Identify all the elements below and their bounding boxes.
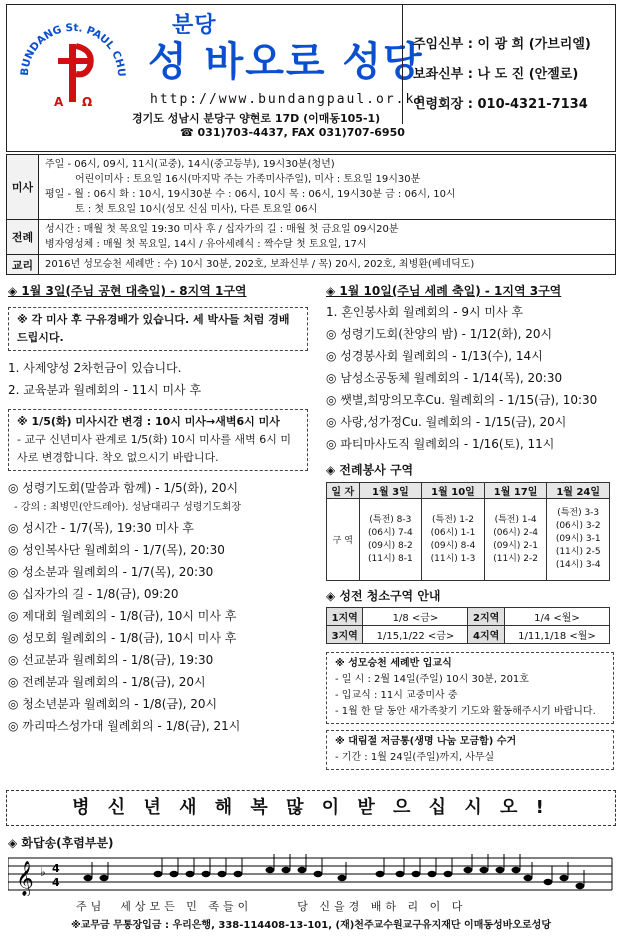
music-note — [496, 867, 505, 873]
list-item: ◎ 성소분과 월례회의 - 1/7(목), 20:30 — [8, 565, 214, 579]
baptism-line: - 1월 한 달 동안 새가족찾기 기도와 활동해주시기 바랍니다. — [335, 706, 596, 717]
list-item: ◎ 성모회 월례회의 - 1/8(금), 10시 미사 후 — [8, 631, 237, 645]
music-note — [314, 871, 323, 877]
mass-label: 미사 — [7, 155, 39, 219]
clean-table — [326, 607, 610, 644]
clean-date: 1/4 <월> — [504, 608, 609, 626]
edu-row — [7, 255, 615, 274]
list-item: ◎ 성경봉사회 월례회의 - 1/13(수), 14시 — [326, 349, 543, 363]
music-note — [170, 871, 179, 877]
mass-change-title: ※ 1/5(화) 미사시간 변경 : 10시 미사→새벽6시 미사 — [17, 415, 280, 428]
mass-line: 평일 - 월 : 06시 화 : 10시, 19시30분 수 : 06시, 10시 목 : 06시, 19시30분 금 : 06시, 10시 — [45, 189, 456, 200]
list-item: ◎ 십자가의 길 - 1/8(금), 09:20 — [8, 587, 179, 601]
liturgy-line: 병자영성체 : 매월 첫 목요일, 14시 / 유아세례식 : 짝수달 첫 토요일, 17시 — [45, 239, 367, 250]
edu-label: 교리 — [7, 255, 39, 274]
list-item: 1. 사제양성 2차헌금이 있습니다. — [8, 361, 182, 375]
svg-text:4: 4 — [52, 876, 60, 889]
service-cell: (특전) 1-4 (06시) 2-4 (09시) 2-1 (11시) 2-2 — [484, 499, 547, 581]
baptism-notice — [326, 652, 614, 724]
music-note — [154, 871, 163, 877]
music-note — [218, 871, 227, 877]
logo-alpha: A — [54, 95, 64, 109]
svg-text:4: 4 — [52, 862, 60, 875]
clean-region: 3지역 — [327, 626, 363, 644]
music-note — [282, 867, 291, 873]
logo-text: BUNDANG St. PAUL CHU — [18, 21, 128, 78]
service-header: 1월 3일 — [359, 483, 422, 499]
schedule-table — [6, 154, 616, 275]
service-header: 1월 24일 — [547, 483, 610, 499]
list-item: ◎ 성시간 - 1/7(목), 19:30 미사 후 — [8, 521, 194, 535]
music-note — [480, 867, 489, 873]
hymn-notes — [84, 854, 585, 889]
assistant-priest: 보좌신부 : 나 도 진 (안젤로) — [413, 67, 579, 82]
logo-omega: Ω — [82, 95, 93, 109]
service-title: ◈ 전례봉사 구역 — [326, 463, 414, 477]
footer-account: ※교무금 무통장입금 : 우리은행, 338-114408-13-101, (재)천주교수원교구유지재단 이매동성바오로성당 — [71, 920, 551, 931]
music-note — [202, 871, 211, 877]
service-header: 1월 10일 — [422, 483, 485, 499]
music-note — [464, 867, 473, 873]
website-url[interactable]: http://www.bundangpaul.or.kr — [150, 92, 426, 107]
music-note — [560, 875, 569, 881]
right-section-title: ◈ 1월 10일(주님 세례 축일) - 1지역 3구역 — [326, 284, 562, 298]
service-header: 1월 17일 — [484, 483, 547, 499]
left-section-title: ◈ 1월 3일(주님 공현 대축일) - 8지역 1구역 — [8, 284, 247, 298]
service-row-label: 구 역 — [327, 499, 360, 581]
clean-region: 2지역 — [468, 608, 504, 626]
list-item: ◎ 성령기도회(찬양의 밤) - 1/12(화), 20시 — [326, 327, 553, 341]
music-note — [234, 871, 243, 877]
left-events — [8, 477, 308, 737]
edu-line: 2016년 성모승천 세례반 : 수) 10시 30분, 202호, 보좌신부 / 목) 20시, 202호, 최병환(베네딕도) — [45, 259, 475, 270]
list-item: ◎ 청소년분과 월례회의 - 1/8(금), 20시 — [8, 697, 218, 711]
music-note — [412, 871, 421, 877]
left-column — [8, 282, 308, 737]
savings-title: ※ 대림절 저금통(생명 나눔 모금함) 수거 — [335, 736, 517, 747]
mass-change-detail: - 교구 신년미사 관계로 1/5(화) 10시 미사를 새벽 6시 미사로 변경합니다. 착오 없으시기 바랍니다. — [17, 433, 291, 464]
music-note — [576, 883, 585, 889]
list-item: ◎ 남성소공동체 월례회의 - 1/14(목), 20:30 — [326, 371, 563, 385]
list-item: ◎ 전례분과 월례회의 - 1/8(금), 20시 — [8, 675, 206, 689]
baptism-title: ※ 성모승천 세례반 입교식 — [335, 658, 452, 669]
music-note — [100, 875, 109, 881]
new-year-banner: 병 신 년 새 해 복 많 이 받 으 십 시 오 ! — [6, 790, 616, 826]
list-item: ◎ 성인복사단 월례회의 - 1/7(목), 20:30 — [8, 543, 225, 557]
service-cell: (특전) 8-3 (06시) 7-4 (09시) 8-2 (11시) 8-1 — [359, 499, 422, 581]
list-item: ◎ 쌧별,희망의모후Cu. 월례회의 - 1/15(금), 10:30 — [326, 393, 598, 407]
music-note — [524, 875, 533, 881]
clean-date: 1/8 <금> — [363, 608, 468, 626]
clean-region: 4지역 — [468, 626, 504, 644]
mass-line: 토 : 첫 토요일 10시(성모 신심 미사), 다른 토요일 06시 — [75, 204, 318, 215]
music-note — [84, 875, 93, 881]
list-item: ◎ 사랑,성가정Cu. 월례회의 - 1/15(금), 20시 — [326, 415, 567, 429]
svg-text:𝄞: 𝄞 — [16, 861, 34, 896]
liturgy-row — [7, 220, 615, 255]
list-item: - 강의 : 최병민(안드레아). 성남대리구 성령기도회장 — [14, 502, 242, 513]
music-note — [298, 867, 307, 873]
list-item: 1. 혼인봉사회 월례회의 - 9시 미사 후 — [326, 305, 523, 319]
hymn-lyrics: 주님 세상모든 민 족들이 당 신을경 배하 리 이 다 — [76, 900, 467, 913]
service-cell: (특전) 1-2 (06시) 1-1 (09시) 8-4 (11시) 1-3 — [422, 499, 485, 581]
pastor: 주임신부 : 이 광 희 (가브리엘) — [413, 37, 591, 52]
baptism-line: - 일 시 : 2월 14일(주일) 10시 30분, 201호 — [335, 674, 529, 685]
clean-date: 1/15,1/22 <금> — [363, 626, 468, 644]
header-subtitle: 분당 — [172, 13, 217, 38]
list-item: ◎ 선교분과 월례회의 - 1/8(금), 19:30 — [8, 653, 214, 667]
music-note — [396, 871, 405, 877]
list-item: ◎ 성령기도회(말씀과 함께) - 1/5(화), 20시 — [8, 481, 239, 495]
mass-row — [7, 155, 615, 220]
clean-title: ◈ 성전 청소구역 안내 — [326, 589, 441, 603]
music-note — [376, 871, 385, 877]
music-note — [338, 875, 347, 881]
list-item: ◎ 제대회 월례회의 - 1/8(금), 10시 미사 후 — [8, 609, 237, 623]
music-staff — [8, 852, 614, 896]
music-note — [186, 871, 195, 877]
music-note — [266, 867, 275, 873]
mass-change-notice — [8, 409, 308, 471]
liturgy-line: 성시간 : 매월 첫 목요일 19:30 미사 후 / 십자가의 길 : 매월 첫 금요일 09시20분 — [45, 224, 399, 235]
phone-fax: ☎ 031)703-4437, FAX 031)707-6950 — [180, 126, 405, 139]
creche-notice: ※ 각 미사 후 구유경배가 있습니다. 세 박사들 처럼 경배 드립시다. — [8, 307, 308, 351]
savings-line: - 기간 : 1월 24일(주일)까지, 사무실 — [335, 752, 495, 763]
music-note — [444, 871, 453, 877]
music-note — [428, 871, 437, 877]
staff-box — [402, 4, 616, 124]
svg-text:♭: ♭ — [40, 865, 46, 879]
baptism-line: - 입교식 : 11시 교중미사 중 — [335, 690, 458, 701]
right-column — [326, 282, 614, 770]
music-note — [544, 879, 553, 885]
list-item: ◎ 파티마사도직 월례회의 - 1/16(토), 11시 — [326, 437, 555, 451]
clean-region: 1지역 — [327, 608, 363, 626]
savings-box-notice — [326, 730, 614, 770]
address: 경기도 성남시 분당구 양현로 17D (이매동105-1) — [132, 112, 381, 125]
council-contact: 연령회장 : 010-4321-7134 — [413, 97, 588, 112]
hymn-title: ◈ 화답송(후렴부분) — [8, 836, 114, 850]
music-note — [512, 867, 521, 873]
service-header: 일 자 — [327, 483, 360, 499]
list-item: ◎ 까리따스성가대 월례회의 - 1/8(금), 21시 — [8, 719, 241, 733]
service-cell: (특전) 3-3 (06시) 3-2 (09시) 3-1 (11시) 2-5 (14시) 3-4 — [547, 499, 610, 581]
list-item: 2. 교육분과 월례회의 - 11시 미사 후 — [8, 383, 202, 397]
page-title: 성 바오로 성당 — [148, 39, 424, 85]
clean-date: 1/11,1/18 <월> — [504, 626, 609, 644]
service-table — [326, 482, 610, 581]
church-logo — [14, 10, 132, 128]
mass-line: 주일 - 06시, 09시, 11시(교중), 14시(중고등부), 19시30분(청년) — [45, 159, 335, 170]
liturgy-label: 전례 — [7, 220, 39, 254]
mass-line: 어린이미사 : 토요일 16시(마지막 주는 가족미사주일), 미사 : 토요일 19시30분 — [75, 174, 421, 185]
